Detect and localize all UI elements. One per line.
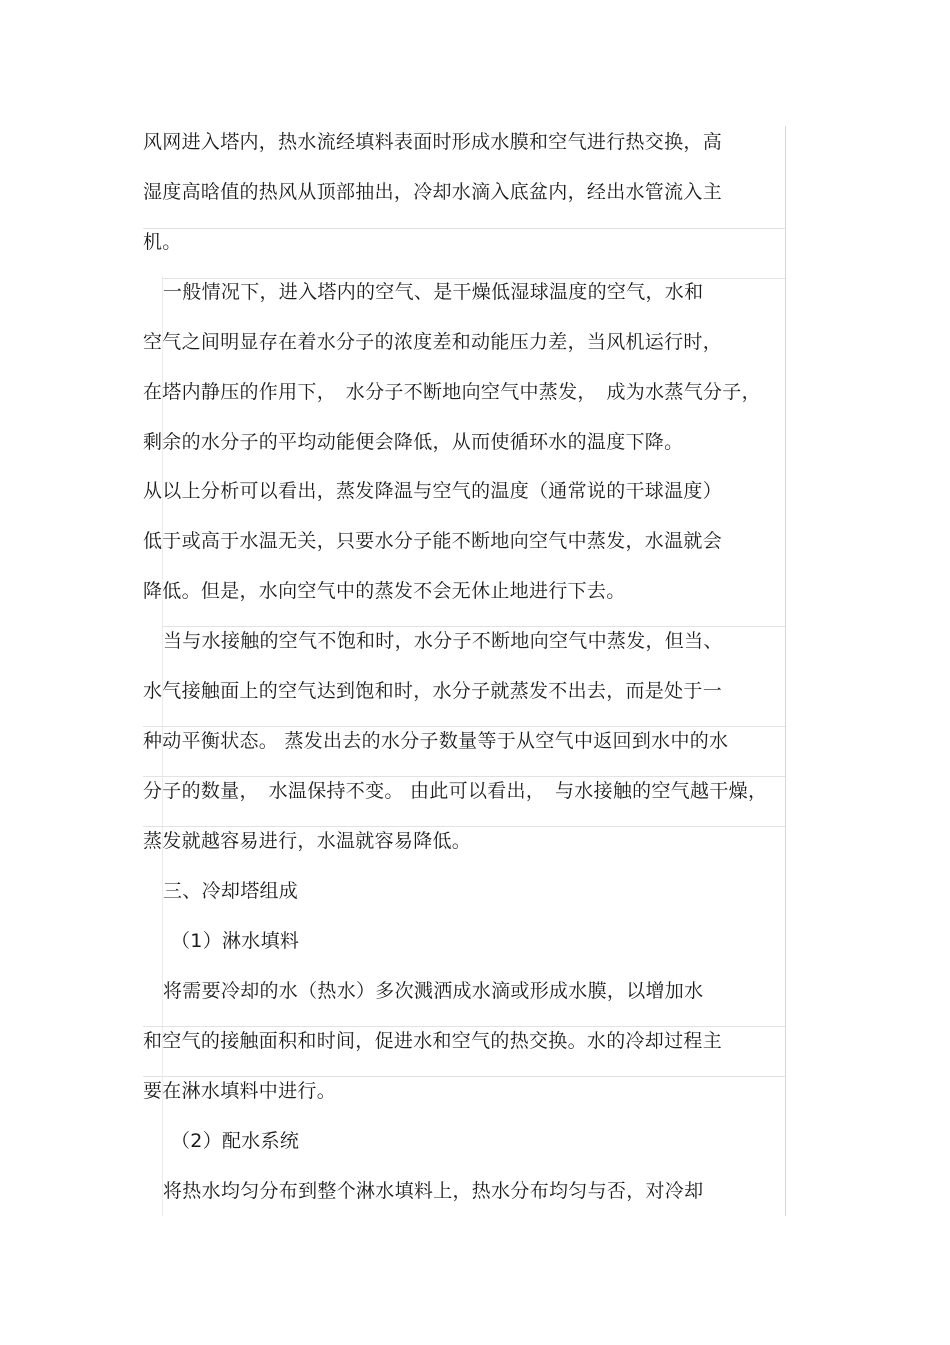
subsection-heading: （1）淋水填料 [171,930,300,952]
body-text-line: 分子的数量， 水温保持不变。 由此可以看出， 与水接触的空气越干燥， [143,780,768,802]
body-text-line: 从以上分析可以看出，蒸发降温与空气的温度（通常说的干球温度） [143,480,723,502]
body-text-line: 低于或高于水温无关，只要水分子能不断地向空气中蒸发，水温就会 [143,530,723,552]
body-text-line: 降低。但是，水向空气中的蒸发不会无休止地进行下去。 [143,580,626,602]
body-text-line: 要在淋水填料中进行。 [143,1080,337,1102]
body-text-line: 空气之间明显存在着水分子的浓度差和动能压力差，当风机运行时， [143,331,723,353]
body-text-line: 水气接触面上的空气达到饱和时，水分子就蒸发不出去，而是处于一 [143,680,723,702]
body-text-line: 剩余的水分子的平均动能便会降低，从而使循环水的温度下降。 [143,431,684,453]
body-text-line: 种动平衡状态。 蒸发出去的水分子数量等于从空气中返回到水中的水 [143,730,729,752]
subsection-heading: （2）配水系统 [171,1130,300,1152]
body-text-line: 风网进入塔内，热水流经填料表面时形成水膜和空气进行热交换，高 [143,131,723,153]
body-text-line: 蒸发就越容易进行，水温就容易降低。 [143,830,472,852]
body-text-line: 一般情况下，进入塔内的空气、是干燥低湿球温度的空气，水和 [163,281,704,303]
body-text-line: 在塔内静压的作用下， 水分子不断地向空气中蒸发， 成为水蒸气分子， [143,381,761,403]
body-text-line: 机。 [143,231,182,253]
body-text-line: 和空气的接触面积和时间，促进水和空气的热交换。水的冷却过程主 [143,1030,723,1052]
scan-rule [785,126,786,1216]
body-text-line: 当与水接触的空气不饱和时，水分子不断地向空气中蒸发，但当、 [163,630,723,652]
scan-rule [143,228,785,229]
body-text-line: 湿度高晗值的热风从顶部抽出，冷却水滴入底盆内，经出水管流入主 [143,181,723,203]
body-text-line: 将热水均匀分布到整个淋水填料上，热水分布均匀与否，对冷却 [163,1180,704,1202]
body-text-line: 将需要冷却的水（热水）多次溅洒成水滴或形成水膜，以增加水 [163,980,704,1002]
section-heading: 三、冷却塔组成 [163,880,299,902]
